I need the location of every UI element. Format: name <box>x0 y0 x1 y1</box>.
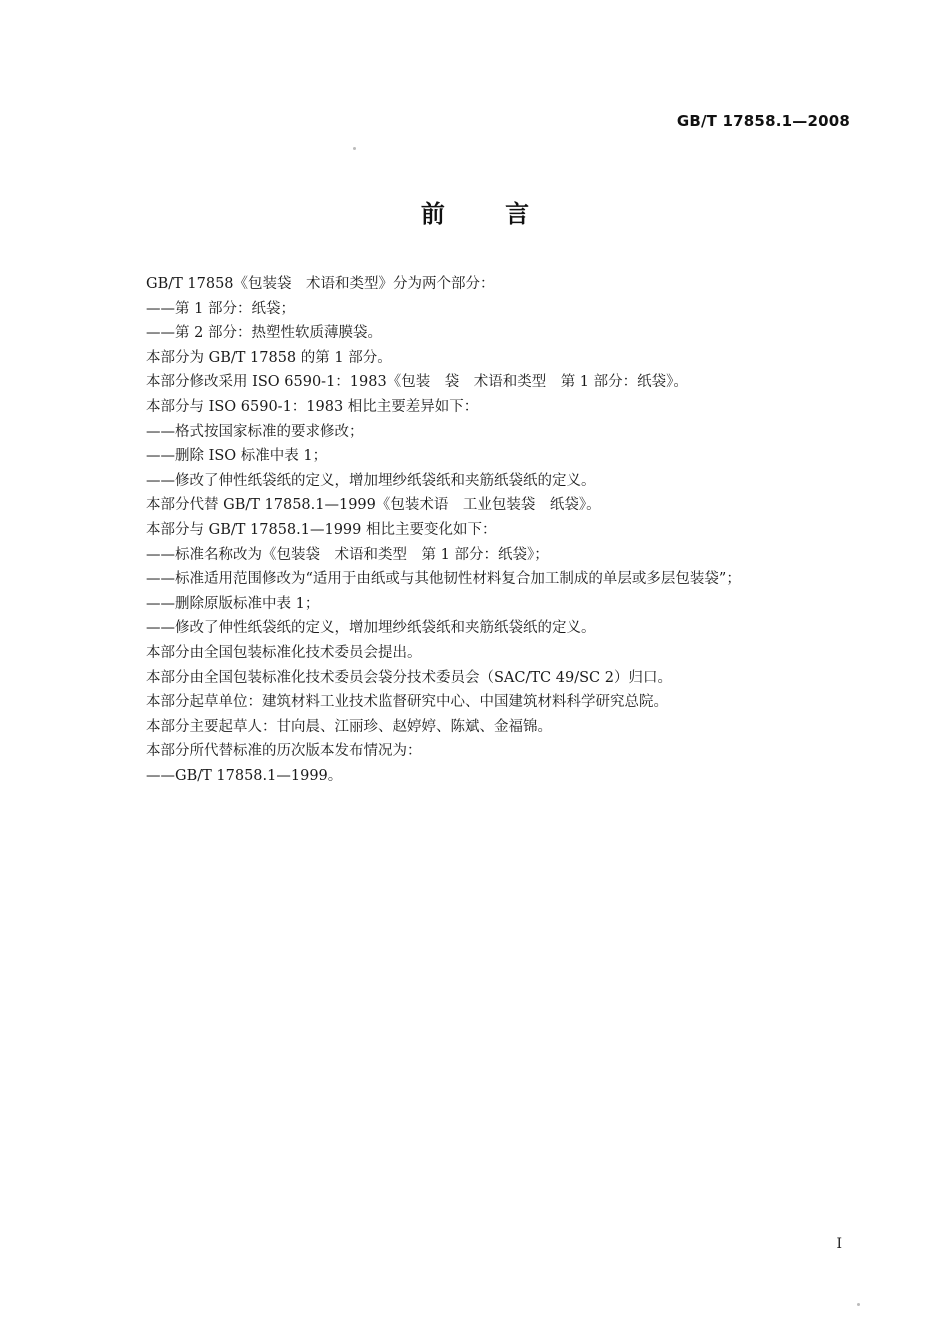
text-line: ——格式按国家标准的要求修改； <box>146 423 364 440</box>
text-line: 本部分代替 GB/T 17858.1—1999《包装术语 工业包装袋 纸袋》。 <box>146 497 601 514</box>
text-line: ——标准名称改为《包装袋 术语和类型 第 1 部分：纸袋》； <box>146 546 549 563</box>
scan-speck <box>857 1303 860 1306</box>
text-line: ——删除原版标准中表 1； <box>146 595 320 612</box>
text-line: 本部分与 GB/T 17858.1—1999 相比主要变化如下： <box>146 521 497 538</box>
text-line: GB/T 17858《包装袋 术语和类型》分为两个部分： <box>146 276 495 292</box>
text-line: ——删除 ISO 标准中表 1； <box>146 448 328 465</box>
text-line: 本部分修改采用 ISO 6590-1：1983《包装 袋 术语和类型 第 1 部分：纸袋》。 <box>146 374 688 391</box>
text-line: 本部分主要起草人：甘向晨、江丽珍、赵婷婷、陈斌、金福锦。 <box>146 718 552 735</box>
text-line: ——GB/T 17858.1—1999。 <box>146 767 343 784</box>
text-line: 本部分与 ISO 6590-1：1983 相比主要差异如下： <box>146 398 479 415</box>
scan-speck <box>353 147 356 150</box>
page-number: I <box>836 1236 842 1252</box>
text-line: 本部分由全国包装标准化技术委员会提出。 <box>146 644 422 661</box>
text-line: 本部分由全国包装标准化技术委员会袋分技术委员会（SAC/TC 49/SC 2）归口。 <box>146 669 672 686</box>
standard-code: GB/T 17858.1—2008 <box>676 112 850 130</box>
text-line: ——第 1 部分：纸袋； <box>146 300 295 317</box>
text-line: ——第 2 部分：热塑性软质薄膜袋。 <box>146 325 382 342</box>
text-line: ——修改了伸性纸袋纸的定义，增加埋纱纸袋纸和夹筋纸袋纸的定义。 <box>146 472 596 489</box>
text-line: 本部分为 GB/T 17858 的第 1 部分。 <box>146 349 392 366</box>
text-line: 本部分所代替标准的历次版本发布情况为： <box>146 743 422 760</box>
section-title: 前 言 <box>420 200 530 228</box>
text-line: 本部分起草单位：建筑材料工业技术监督研究中心、中国建筑材料科学研究总院。 <box>146 694 668 711</box>
foreword-body <box>146 272 846 788</box>
text-line: ——标准适用范围修改为“适用于由纸或与其他韧性材料复合加工制成的单层或多层包装袋”； <box>146 571 741 588</box>
text-line: ——修改了伸性纸袋纸的定义，增加埋纱纸袋纸和夹筋纸袋纸的定义。 <box>146 620 596 637</box>
